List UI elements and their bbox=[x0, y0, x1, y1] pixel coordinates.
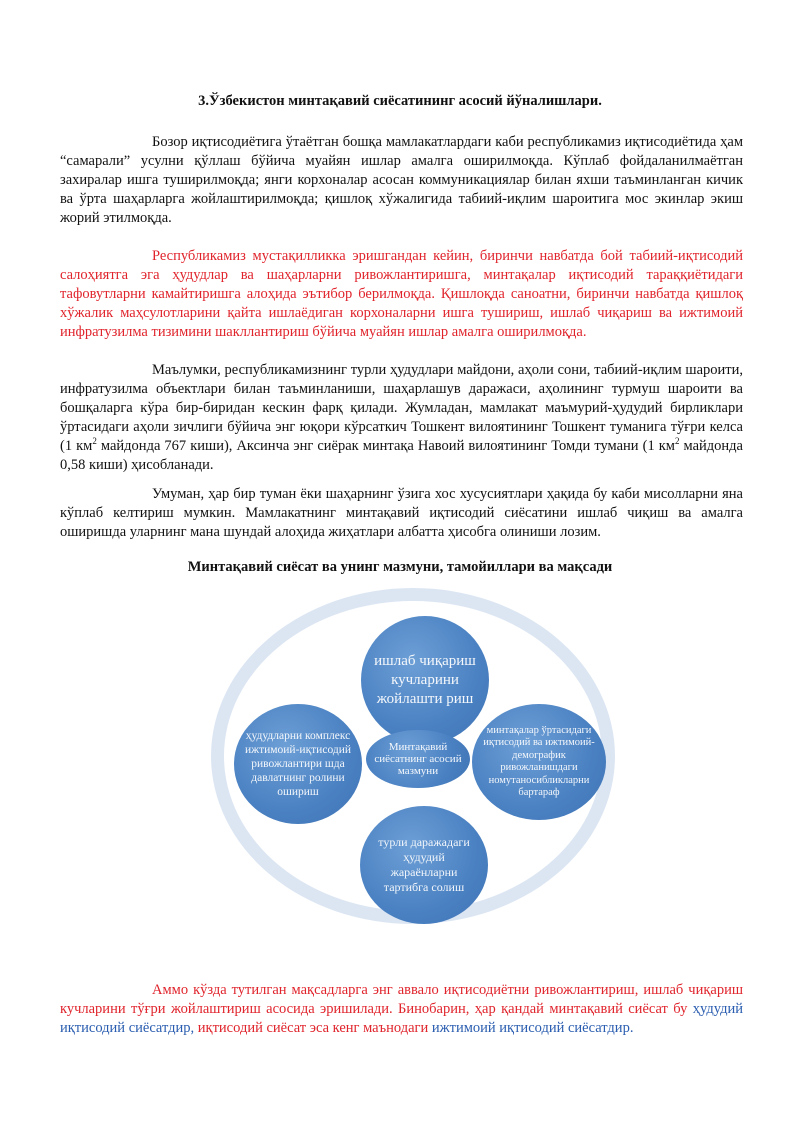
circle-center-label: Минтақавий сиёсатнинг асосий мазмуни bbox=[374, 741, 462, 777]
paragraph-3-part-a: Маълумки, республикамизнинг турли ҳудудлари майдони, аҳоли сони, табиий-иқлим шароити, инфратузилма объектлари билан таъминланиши, шаҳарлашув даражаси, аҳолининг турмуш шароити ва бошқаларга кўра бир-биридан кескин фарқ қилади. Жумладан, мамлакат маъмурий-ҳудудий бирликлари ўртасидаги аҳоли зичлиги бўйича энг юқори кўрсаткич Тошкент вилоятининг Тошкент туманига тўғри келса (1 км bbox=[60, 362, 743, 454]
paragraph-3-part-c: майдонда 0,58 киши) ҳисобланади. bbox=[60, 438, 743, 473]
circle-right bbox=[472, 704, 606, 820]
paragraph-5-red-part: Аммо кўзда тутилган мақсадларга энг аввало иқтисодиётни ривожлантириш, ишлаб чиқариш кучларини тўғри жойлаштириш асосида эришилади. Бинобарин, ҳар қандай минтақавий сиёсат бу bbox=[60, 982, 743, 1017]
circle-bottom bbox=[360, 806, 488, 924]
superscript-2-b: 2 bbox=[674, 436, 680, 447]
circle-left-label: ҳудудларни комплекс ижтимоий-иқтисодий ривожлантири шда давлатнинг ролини ошириш bbox=[244, 730, 352, 798]
superscript-2-a: 2 bbox=[92, 436, 97, 447]
paragraph-5-blue-part-1: ҳудудий иқтисодий сиёсатдир, bbox=[60, 1001, 743, 1036]
circle-right-label: минтақалар ўртасидаги иқтисодий ва ижтимоий-демографик ривожланишдаги номутаносибликларни бартараф bbox=[483, 724, 595, 798]
paragraph-3-part-b: майдонда 767 киши), Аксинча энг сиёрак минтақа Навоий вилоятининг Томди тумани (1 км bbox=[96, 438, 675, 454]
paragraph-4: Умуман, ҳар бир туман ёки шаҳарнинг ўзига хос хусусиятлари ҳақида бу каби мисолларни яна кўплаб келтириш мумкин. Мамлакатнинг минтақавий иқтисодий сиёсатини ишлаб чиқиш ва амалга оширишда уларнинг мана шундай алоҳида жиҳатлари албатта ҳисобга олиниши лозим. bbox=[60, 486, 743, 540]
diagram-title: Минтақавий сиёсат ва унинг мазмуни, тамойиллари ва мақсади bbox=[187, 559, 613, 575]
radial-diagram bbox=[206, 582, 626, 940]
paragraph-3 bbox=[60, 361, 743, 475]
circle-top-label: ишлаб чиқариш кучларини жойлашти риш bbox=[374, 652, 476, 707]
circle-left bbox=[234, 704, 362, 824]
circle-bottom-label: турли даражадаги ҳудудий жараёнларни тартибга солиш bbox=[378, 835, 470, 894]
paragraph-5 bbox=[60, 981, 743, 1038]
paragraph-2-red: Республикамиз мустақилликка эришгандан кейин, биринчи навбатда бой табиий-иқтисодий салоҳиятга эга ҳудудлар ва шаҳарларни ривожлантиришга, минтақалар иқтисодий тараққиётидаги тафовутларни камайтиришга алоҳида эътибор берилмоқда. Қишлоқда саноатни, биринчи навбатда қишлоқ хўжалик маҳсулотларини қайта ишлаёдиган корхоналарни ишга тушириш, ишлаб чиқариш ва ижтимоий инфратузилма тизимини шакллантириш бўйича муайян ишлар амалга оширилмоқда. bbox=[60, 248, 743, 340]
paragraph-1: Бозор иқтисодиётига ўтаётган бошқа мамлакатлардаги каби республикамиз иқтисодиётида ҳам “самарали” усулни қўллаш бўйича муайян ишлар амалга оширилмоқда. Кўплаб фойдаланилмаётган захиралар ишга туширилмоқда; янги корхоналар асосан коммуникациялар билан яхши таъминланган кичик ва ўрта шаҳарларга жойлаштирилмоқда; қишлоқ хўжалигида табиий-иқлим шароитига мос экинлар экиш жорий этилмоқда. bbox=[60, 134, 743, 226]
paragraph-5-blue-part-2: ижтимоий иқтисодий сиёсатдир. bbox=[431, 1020, 634, 1036]
section-title: 3.Ўзбекистон минтақавий сиёсатининг асосий йўналишлари. bbox=[198, 93, 602, 109]
paragraph-5-red-part-2: иқтисодий сиёсат эса кенг маънодаги bbox=[194, 1020, 432, 1036]
circle-top bbox=[361, 616, 489, 744]
circle-center bbox=[366, 730, 470, 788]
